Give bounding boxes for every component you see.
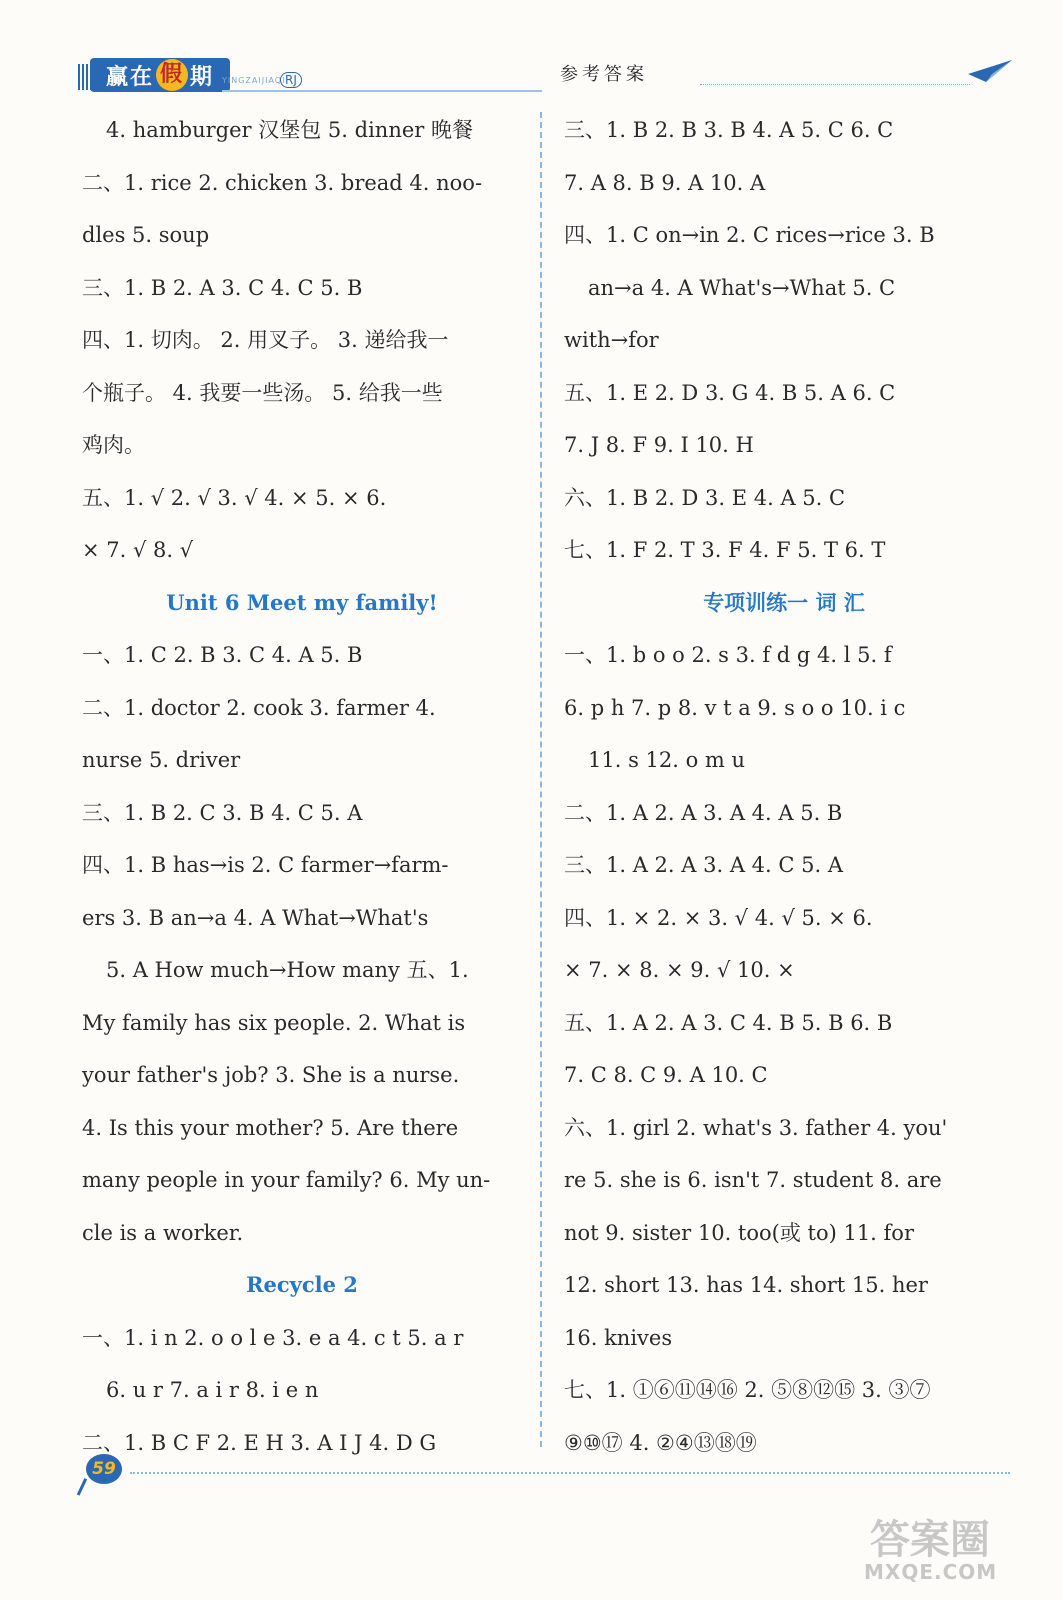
answer-line: 6. p h 7. p 8. v t a 9. s o o 10. i c [564,695,906,720]
left-answer-column [82,104,522,1469]
answer-line: 二、1. A 2. A 3. A 4. A 5. B [564,800,843,825]
series-logo-text-pre: 赢在 [105,64,154,90]
answer-line: 6. u r 7. a i r 8. i e n [106,1378,319,1402]
answer-line: 七、1. F 2. T 3. F 4. F 5. T 6. T [564,538,886,562]
watermark-logo: 答案圈 [870,1517,990,1563]
answer-line: 一、1. b o o 2. s 3. f d g 4. l 5. f [564,643,892,667]
footer-dotted-rule [130,1472,1010,1474]
answer-line: 三、1. B 2. B 3. B 4. A 5. C 6. C [564,118,894,142]
answer-line: 鸡肉。 [82,433,145,457]
answer-line: 五、1. √ 2. √ 3. √ 4. × 5. × 6. [82,485,387,510]
answer-line: 四、1. 切肉。 2. 用叉子。 3. 递给我一 [82,328,449,352]
answer-line: not 9. sister 10. too(或 to) 11. for [564,1220,914,1245]
answer-line: × 7. × 8. × 9. √ 10. × [564,958,795,982]
paper-plane-icon [968,60,1012,82]
answer-line: an→a 4. A What's→What 5. C [588,275,896,300]
page-header [0,50,1063,100]
answer-line: nurse 5. driver [82,748,241,772]
answer-line: 四、1. B has→is 2. C farmer→farm- [82,853,449,877]
header-rule [222,90,542,92]
section-heading: 专项训练一 词 汇 [703,589,865,615]
answer-line: 12. short 13. has 14. short 15. her [564,1273,928,1297]
answer-line: 7. J 8. F 9. I 10. H [564,433,754,457]
answer-line: 5. A How much→How many 五、1. [106,958,469,982]
answer-line: many people in your family? 6. My un- [82,1168,491,1192]
right-answer-column [564,104,1004,1469]
answer-line: your father's job? 3. She is a nurse. [82,1063,460,1087]
answer-line: 4. hamburger 汉堡包 5. dinner 晚餐 [106,118,473,142]
answer-line: 七、1. ①⑥⑪⑭⑯ 2. ⑤⑧⑫⑮ 3. ③⑦ [564,1378,931,1402]
answer-line: ers 3. B an→a 4. A What→What's [82,905,429,930]
page-number: 59 [86,1454,122,1484]
answer-line: 三、1. B 2. C 3. B 4. C 5. A [82,800,363,825]
answer-line: 五、1. E 2. D 3. G 4. B 5. A 6. C [564,380,896,405]
answer-line: 三、1. B 2. A 3. C 4. C 5. B [82,275,363,300]
answer-line: 二、1. doctor 2. cook 3. farmer 4. [82,695,436,720]
answer-line: with→for [564,328,659,352]
series-logo-highlight: 假 [156,59,188,91]
answer-line: 六、1. B 2. D 3. E 4. A 5. C [564,485,846,510]
answer-line: 三、1. A 2. A 3. A 4. C 5. A [564,853,843,877]
page-title: 参考答案 [560,64,648,85]
answer-line: 二、1. rice 2. chicken 3. bread 4. noo- [82,170,483,195]
answer-line: 4. Is this your mother? 5. Are there [82,1115,459,1140]
column-divider [540,112,542,1447]
answer-line: 五、1. A 2. A 3. C 4. B 5. B 6. B [564,1010,893,1035]
answer-line: 16. knives [564,1325,673,1350]
answer-line: ⑨⑩⑰ 4. ②④⑬⑱⑲ [564,1430,757,1455]
watermark-url: MXQE.COM [864,1560,998,1584]
answer-line: 二、1. B C F 2. E H 3. A I J 4. D G [82,1430,437,1455]
section-heading: Recycle 2 [246,1272,358,1297]
page-footer [80,1450,1010,1490]
answer-line: 11. s 12. o m u [588,748,746,772]
answer-line: 一、1. C 2. B 3. C 4. A 5. B [82,643,363,667]
header-dotted-rule [700,84,970,85]
answer-line: 7. C 8. C 9. A 10. C [564,1063,768,1087]
answer-line: × 7. √ 8. √ [82,538,194,562]
answer-line: re 5. she is 6. isn't 7. student 8. are [564,1168,942,1192]
series-pinyin: YINGZAIJIAQI [222,76,286,85]
site-watermark [860,1508,1050,1588]
answer-line: 个瓶子。 4. 我要一些汤。 5. 给我一些 [82,380,443,405]
answer-line: My family has six people. 2. What is [82,1010,466,1035]
answer-line: dles 5. soup [82,223,210,247]
edition-badge: RJ [280,72,302,88]
series-logo [90,58,230,92]
answer-line: cle is a worker. [82,1220,244,1245]
answer-line: 一、1. i n 2. o o l e 3. e a 4. c t 5. a r [82,1325,464,1350]
answer-line: 四、1. C on→in 2. C rices→rice 3. B [564,223,935,247]
series-logo-text-post: 期 [190,64,215,90]
answer-line: 六、1. girl 2. what's 3. father 4. you' [564,1115,948,1140]
answer-line: 7. A 8. B 9. A 10. A [564,170,766,195]
section-heading: Unit 6 Meet my family! [166,589,438,615]
answer-line: 四、1. × 2. × 3. √ 4. √ 5. × 6. [564,905,873,930]
